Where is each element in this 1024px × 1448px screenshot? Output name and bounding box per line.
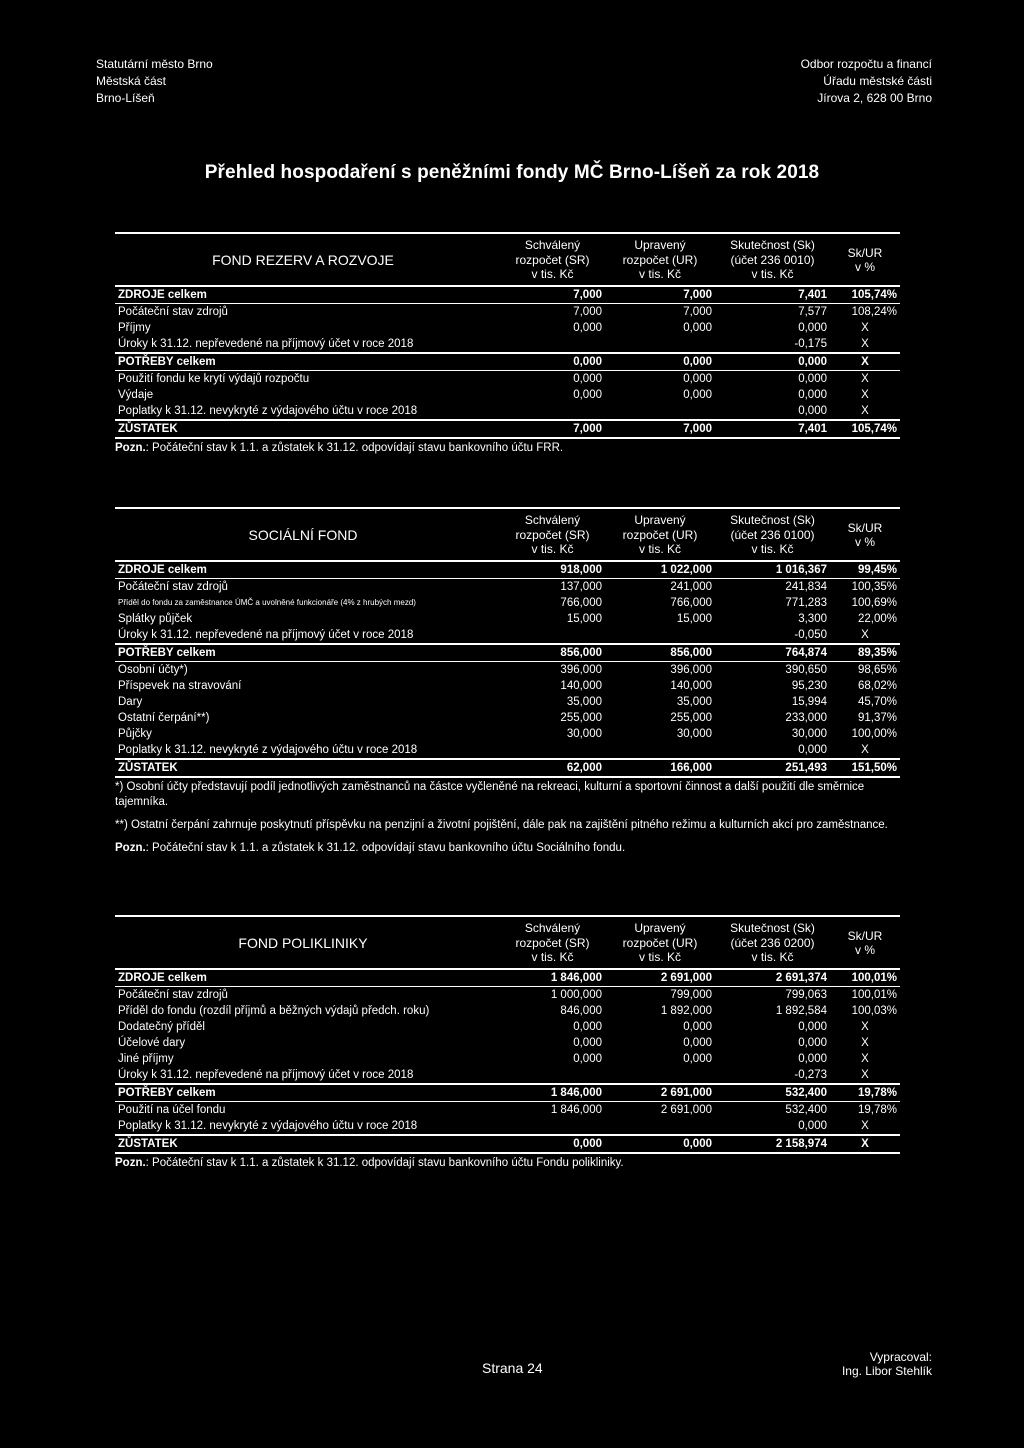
cell-sk: 0,000 — [798, 372, 827, 385]
column-header-line: (účet 236 0100) — [730, 527, 815, 542]
table-row — [115, 678, 900, 694]
cell-sk: 7,401 — [715, 286, 830, 304]
table-row — [115, 694, 900, 710]
row-label: Příjmy — [118, 321, 151, 334]
note-paragraph — [115, 441, 900, 456]
row-label: ZŮSTATEK — [115, 1135, 500, 1153]
cell-sr: 255,000 — [560, 711, 602, 724]
table-row — [115, 742, 900, 759]
fund-table — [115, 915, 900, 1154]
column-header-line: rozpočet (UR) — [622, 252, 698, 267]
table-row — [115, 303, 900, 320]
cell-ur: 0,000 — [605, 353, 715, 371]
fund-notes — [115, 780, 900, 856]
cell-sk: 15,994 — [791, 695, 827, 708]
cell-pct: 19,78% — [830, 1084, 900, 1102]
cell-sk: 0,000 — [798, 321, 827, 334]
column-header-sr — [500, 916, 605, 969]
row-label: Příděl do fondu za zaměstnance ÚMČ a uvolněné funkcionáře (4% z hrubých mezd) — [118, 597, 416, 607]
cell-sk: 2 158,974 — [715, 1135, 830, 1153]
table-row — [115, 578, 900, 595]
note-text: : Počáteční stav k 1.1. a zůstatek k 31.12. odpovídají stavu bankovního účtu FRR. — [145, 441, 564, 454]
header-left-line: Statutární město Brno — [96, 57, 213, 71]
cell-ur: 30,000 — [676, 727, 712, 740]
cell-pct: X — [830, 1135, 900, 1153]
cell-sr — [500, 403, 605, 420]
cell-pct: 100,35% — [851, 580, 897, 593]
row-label: POTŘEBY celkem — [115, 644, 500, 662]
note-paragraph — [115, 780, 900, 810]
fund-table — [115, 232, 900, 439]
cell-sr — [500, 742, 605, 759]
fund-section-rezerv — [115, 232, 909, 464]
header-left-line: Brno-Líšeň — [96, 91, 155, 105]
column-header-line: (účet 236 0200) — [730, 935, 815, 950]
cell-pct: X — [861, 388, 869, 401]
table-row — [115, 627, 900, 644]
row-label: Použití fondu ke krytí výdajů rozpočtu — [118, 372, 310, 385]
column-header-line: rozpočet (SR) — [515, 252, 590, 267]
row-label: Účelové dary — [118, 1036, 186, 1049]
cell-pct: X — [861, 1068, 869, 1081]
cell-ur: 35,000 — [676, 695, 712, 708]
header-left-line: Městská část — [96, 74, 167, 88]
row-label: Poplatky k 31.12. nevykryté z výdajového účtu v roce 2018 — [118, 743, 418, 756]
column-header-line: Skutečnost (Sk) — [730, 921, 815, 935]
cell-sk: 771,283 — [785, 596, 827, 609]
column-header-ur — [605, 508, 715, 561]
cell-ur — [605, 1118, 715, 1135]
column-header-pct — [830, 233, 900, 286]
table-row — [115, 611, 900, 627]
cell-sk: 95,230 — [791, 679, 827, 692]
cell-ur: 2 691,000 — [605, 969, 715, 987]
column-header-sr — [500, 508, 605, 561]
cell-ur: 0,000 — [683, 372, 712, 385]
row-label: Dodatečný příděl — [118, 1020, 205, 1033]
cell-sr: 1 000,000 — [550, 988, 602, 1001]
table-total-row — [115, 353, 900, 371]
table-row — [115, 370, 900, 387]
column-header-sk — [715, 233, 830, 286]
column-header-line: v tis. Kč — [638, 542, 681, 556]
row-label: ZDROJE celkem — [115, 286, 500, 304]
column-header-line: Sk/UR — [847, 245, 883, 260]
column-header-line: Skutečnost (Sk) — [730, 513, 815, 527]
cell-pct: 100,01% — [851, 988, 897, 1001]
header-right — [801, 56, 932, 107]
fund-name: SOCIÁLNÍ FOND — [115, 508, 500, 561]
cell-sr — [500, 1067, 605, 1084]
cell-sk: 0,000 — [715, 353, 830, 371]
cell-pct: X — [861, 628, 869, 641]
column-header-line: Schválený — [524, 921, 581, 935]
cell-pct: 89,35% — [830, 644, 900, 662]
prepared-name: Ing. Libor Stehlík — [841, 1364, 932, 1378]
column-header-sr — [500, 233, 605, 286]
column-header-line: v tis. Kč — [531, 542, 574, 556]
table-row — [115, 336, 900, 353]
row-label: Výdaje — [118, 388, 154, 401]
fund-table — [115, 507, 900, 778]
cell-sr: 1 846,000 — [500, 1084, 605, 1102]
cell-sr: 62,000 — [500, 759, 605, 777]
column-header-line: rozpočet (SR) — [515, 935, 590, 950]
cell-pct: X — [861, 1052, 869, 1065]
column-header-ur — [605, 916, 715, 969]
cell-pct: 151,50% — [830, 759, 900, 777]
cell-sr: 846,000 — [560, 1004, 602, 1017]
row-label: Splátky půjček — [118, 612, 193, 625]
cell-sk: 390,650 — [785, 663, 827, 676]
cell-sr: 0,000 — [500, 1135, 605, 1153]
cell-pct: 100,03% — [851, 1004, 897, 1017]
cell-pct: 91,37% — [857, 711, 897, 724]
cell-pct: X — [861, 743, 869, 756]
cell-sr — [500, 627, 605, 644]
cell-ur: 2 691,000 — [660, 1103, 712, 1116]
column-header-pct — [830, 916, 900, 969]
table-row — [115, 387, 900, 403]
table-total-row — [115, 420, 900, 438]
cell-sk: 0,000 — [798, 1119, 827, 1132]
column-header-sk — [715, 916, 830, 969]
column-header-line: Upravený — [634, 921, 686, 935]
note-paragraph — [115, 1156, 900, 1171]
cell-sr: 0,000 — [573, 1036, 602, 1049]
cell-sk: 1 016,367 — [715, 561, 830, 579]
column-header-line: v tis. Kč — [638, 267, 681, 281]
cell-sr: 137,000 — [560, 580, 602, 593]
row-label: Použití na účel fondu — [118, 1103, 226, 1116]
cell-ur: 7,000 — [605, 286, 715, 304]
cell-pct: 45,70% — [857, 695, 897, 708]
table-total-row — [115, 1084, 900, 1102]
note-text: : Počáteční stav k 1.1. a zůstatek k 31.12. odpovídají stavu bankovního účtu Fondu polikliniky. — [145, 1156, 624, 1169]
column-header-sk — [715, 508, 830, 561]
cell-ur: 140,000 — [670, 679, 712, 692]
cell-sk: 532,400 — [785, 1103, 827, 1116]
note-bold: Pozn. — [115, 441, 146, 454]
table-total-row — [115, 1135, 900, 1153]
header-right-line: Jírova 2, 628 00 Brno — [817, 91, 932, 105]
table-row — [115, 1101, 900, 1118]
cell-sk: 1 892,584 — [775, 1004, 827, 1017]
cell-sk: 0,000 — [798, 1036, 827, 1049]
cell-pct: X — [830, 353, 900, 371]
cell-sk: 7,577 — [798, 305, 827, 318]
cell-sr: 0,000 — [573, 321, 602, 334]
cell-pct: X — [861, 404, 869, 417]
column-header-line: v % — [854, 942, 875, 957]
row-label: Ostatní čerpání**) — [118, 711, 210, 724]
fund-notes — [115, 441, 900, 456]
cell-sr: 15,000 — [566, 612, 602, 625]
cell-ur: 1 892,000 — [660, 1004, 712, 1017]
row-label: Poplatky k 31.12. nevykryté z výdajového účtu v roce 2018 — [118, 1119, 418, 1132]
column-header-line: Sk/UR — [847, 928, 883, 943]
row-label: Půjčky — [118, 727, 152, 740]
cell-ur — [605, 742, 715, 759]
cell-sk: 2 691,374 — [715, 969, 830, 987]
cell-pct: 68,02% — [857, 679, 897, 692]
row-label: ZŮSTATEK — [115, 420, 500, 438]
cell-pct: 19,78% — [857, 1103, 897, 1116]
cell-ur — [605, 403, 715, 420]
cell-sk: -0,175 — [794, 337, 827, 350]
cell-sr: 856,000 — [500, 644, 605, 662]
cell-sr: 0,000 — [573, 388, 602, 401]
note-text: *) Osobní účty představují podíl jednotlivých zaměstnanců na částce vyčleněné na rekreaci, kulturní a sportovní činnost a další použití dle směrnice tajemníka. — [115, 780, 865, 808]
cell-ur: 0,000 — [683, 321, 712, 334]
cell-ur: 255,000 — [670, 711, 712, 724]
table-total-row — [115, 969, 900, 987]
prepared-label: Vypracoval: — [869, 1350, 932, 1364]
row-label: Příspevek na stravování — [118, 679, 242, 692]
row-label: Dary — [118, 695, 143, 708]
row-label: POTŘEBY celkem — [115, 1084, 500, 1102]
row-label: Počáteční stav zdrojů — [118, 305, 228, 318]
cell-ur: 799,000 — [670, 988, 712, 1001]
cell-sr: 35,000 — [566, 695, 602, 708]
cell-ur: 241,000 — [670, 580, 712, 593]
column-header-line: Schválený — [524, 513, 581, 527]
cell-ur: 166,000 — [605, 759, 715, 777]
table-row — [115, 320, 900, 336]
cell-sr: 0,000 — [573, 372, 602, 385]
cell-ur: 15,000 — [676, 612, 712, 625]
table-row — [115, 1051, 900, 1067]
note-paragraph — [115, 841, 900, 856]
table-total-row — [115, 644, 900, 662]
column-header-line: Skutečnost (Sk) — [730, 238, 815, 252]
cell-ur: 0,000 — [683, 1020, 712, 1033]
table-row — [115, 595, 900, 611]
cell-pct: 100,01% — [830, 969, 900, 987]
column-header-line: v % — [854, 534, 875, 549]
row-label: Úroky k 31.12. nepřevedené na příjmový účet v roce 2018 — [118, 337, 414, 350]
note-text: **) Ostatní čerpání zahrnuje poskytnutí příspěvku na penzijní a životní pojištění, dále pak na zajištění pitného režimu a kulturních akcí pro zaměstnance. — [115, 818, 888, 831]
row-label: Úroky k 31.12. nepřevedené na příjmový účet v roce 2018 — [118, 628, 414, 641]
cell-sr: 30,000 — [566, 727, 602, 740]
cell-sk: 0,000 — [798, 1052, 827, 1065]
cell-sr: 7,000 — [500, 286, 605, 304]
cell-pct: X — [861, 321, 869, 334]
table-row — [115, 661, 900, 678]
column-header-pct — [830, 508, 900, 561]
column-header-line: (účet 236 0010) — [730, 252, 815, 267]
cell-pct: X — [861, 1020, 869, 1033]
cell-ur: 7,000 — [605, 420, 715, 438]
cell-sk: 241,834 — [785, 580, 827, 593]
row-label: POTŘEBY celkem — [115, 353, 500, 371]
cell-ur: 856,000 — [605, 644, 715, 662]
header-right-line: Úřadu městské části — [823, 74, 932, 88]
column-header-line: v tis. Kč — [751, 542, 794, 556]
column-header-line: v % — [854, 259, 875, 274]
cell-pct: 99,45% — [830, 561, 900, 579]
cell-sk: 0,000 — [798, 1020, 827, 1033]
column-header-line: Upravený — [634, 513, 686, 527]
cell-pct: 105,74% — [830, 420, 900, 438]
note-text: : Počáteční stav k 1.1. a zůstatek k 31.12. odpovídají stavu bankovního účtu Sociálního fondu. — [145, 841, 626, 854]
cell-ur — [605, 1067, 715, 1084]
cell-ur: 7,000 — [683, 305, 712, 318]
column-header-line: Upravený — [634, 238, 686, 252]
cell-ur: 0,000 — [605, 1135, 715, 1153]
row-label: Poplatky k 31.12. nevykryté z výdajového účtu v roce 2018 — [118, 404, 418, 417]
table-row — [115, 1019, 900, 1035]
cell-pct: 105,74% — [830, 286, 900, 304]
cell-sr: 1 846,000 — [500, 969, 605, 987]
cell-pct: X — [861, 1036, 869, 1049]
page-title: Přehled hospodaření s peněžními fondy MČ Brno-Líšeň za rok 2018 — [204, 162, 820, 183]
cell-sk: -0,273 — [794, 1068, 827, 1081]
cell-pct: 100,00% — [851, 727, 897, 740]
cell-ur: 0,000 — [683, 1036, 712, 1049]
table-header-row — [115, 508, 900, 561]
cell-pct: X — [861, 1119, 869, 1132]
cell-sk: 0,000 — [798, 388, 827, 401]
column-header-line: v tis. Kč — [751, 267, 794, 281]
table-row — [115, 1067, 900, 1084]
fund-notes — [115, 1156, 900, 1171]
cell-sk: 0,000 — [798, 743, 827, 756]
cell-sk: 0,000 — [798, 404, 827, 417]
column-header-line: rozpočet (UR) — [622, 935, 698, 950]
cell-sr — [500, 336, 605, 353]
cell-sk: 30,000 — [791, 727, 827, 740]
cell-sk: 7,401 — [715, 420, 830, 438]
header-right-line: Odbor rozpočtu a financí — [800, 57, 932, 71]
cell-sk: 251,493 — [715, 759, 830, 777]
row-label: Počáteční stav zdrojů — [118, 580, 228, 593]
cell-ur: 0,000 — [683, 1052, 712, 1065]
column-header-line: v tis. Kč — [531, 950, 574, 964]
fund-name: FOND REZERV A ROZVOJE — [115, 233, 500, 286]
cell-ur: 2 691,000 — [605, 1084, 715, 1102]
table-header-row — [115, 233, 900, 286]
cell-sk: 764,874 — [715, 644, 830, 662]
row-label: ZDROJE celkem — [115, 969, 500, 987]
prepared-by — [842, 1350, 932, 1378]
cell-sk: 3,300 — [798, 612, 827, 625]
fund-section-social — [115, 507, 909, 864]
note-bold: Pozn. — [115, 1156, 146, 1169]
cell-ur — [605, 336, 715, 353]
cell-sr: 0,000 — [500, 353, 605, 371]
cell-sk: 532,400 — [715, 1084, 830, 1102]
cell-sr: 0,000 — [573, 1052, 602, 1065]
table-total-row — [115, 759, 900, 777]
page-number: Strana 24 — [482, 1360, 543, 1376]
table-row — [115, 710, 900, 726]
cell-pct: 108,24% — [851, 305, 897, 318]
cell-pct: X — [861, 372, 869, 385]
table-total-row — [115, 286, 900, 304]
row-label: Příděl do fondu (rozdíl příjmů a běžných výdajů předch. roku) — [118, 1004, 430, 1017]
fund-name: FOND POLIKLINIKY — [115, 916, 500, 969]
column-header-line: v tis. Kč — [638, 950, 681, 964]
column-header-line: v tis. Kč — [751, 950, 794, 964]
row-label: Úroky k 31.12. nepřevedené na příjmový účet v roce 2018 — [118, 1068, 414, 1081]
table-row — [115, 1035, 900, 1051]
cell-sk: -0,050 — [794, 628, 827, 641]
fund-section-poliklinika — [115, 915, 909, 1179]
column-header-line: rozpočet (UR) — [622, 527, 698, 542]
row-label: Osobní účty*) — [118, 663, 188, 676]
cell-sr: 396,000 — [560, 663, 602, 676]
cell-ur: 766,000 — [670, 596, 712, 609]
cell-pct: 98,65% — [857, 663, 897, 676]
cell-sr: 0,000 — [573, 1020, 602, 1033]
cell-sk: 233,000 — [785, 711, 827, 724]
column-header-line: v tis. Kč — [531, 267, 574, 281]
cell-sk: 799,063 — [785, 988, 827, 1001]
cell-pct: 22,00% — [857, 612, 897, 625]
cell-pct: X — [861, 337, 869, 350]
row-label: Počáteční stav zdrojů — [118, 988, 228, 1001]
cell-sr: 7,000 — [573, 305, 602, 318]
cell-ur — [605, 627, 715, 644]
cell-ur: 396,000 — [670, 663, 712, 676]
cell-sr: 1 846,000 — [550, 1103, 602, 1116]
column-header-line: Schválený — [524, 238, 581, 252]
table-row — [115, 726, 900, 742]
column-header-ur — [605, 233, 715, 286]
cell-pct: 100,69% — [851, 596, 897, 609]
row-label: ZDROJE celkem — [115, 561, 500, 579]
cell-ur: 0,000 — [683, 388, 712, 401]
table-row — [115, 986, 900, 1003]
cell-sr: 766,000 — [560, 596, 602, 609]
table-row — [115, 1003, 900, 1019]
cell-sr — [500, 1118, 605, 1135]
row-label: Jiné příjmy — [118, 1052, 174, 1065]
note-bold: Pozn. — [115, 841, 146, 854]
column-header-line: rozpočet (SR) — [515, 527, 590, 542]
header-left — [96, 56, 213, 107]
cell-sr: 918,000 — [500, 561, 605, 579]
table-total-row — [115, 561, 900, 579]
column-header-line: Sk/UR — [847, 520, 883, 535]
table-row — [115, 1118, 900, 1135]
cell-ur: 1 022,000 — [605, 561, 715, 579]
note-paragraph — [115, 818, 900, 833]
table-row — [115, 403, 900, 420]
table-header-row — [115, 916, 900, 969]
cell-sr: 7,000 — [500, 420, 605, 438]
cell-sr: 140,000 — [560, 679, 602, 692]
row-label: ZŮSTATEK — [115, 759, 500, 777]
